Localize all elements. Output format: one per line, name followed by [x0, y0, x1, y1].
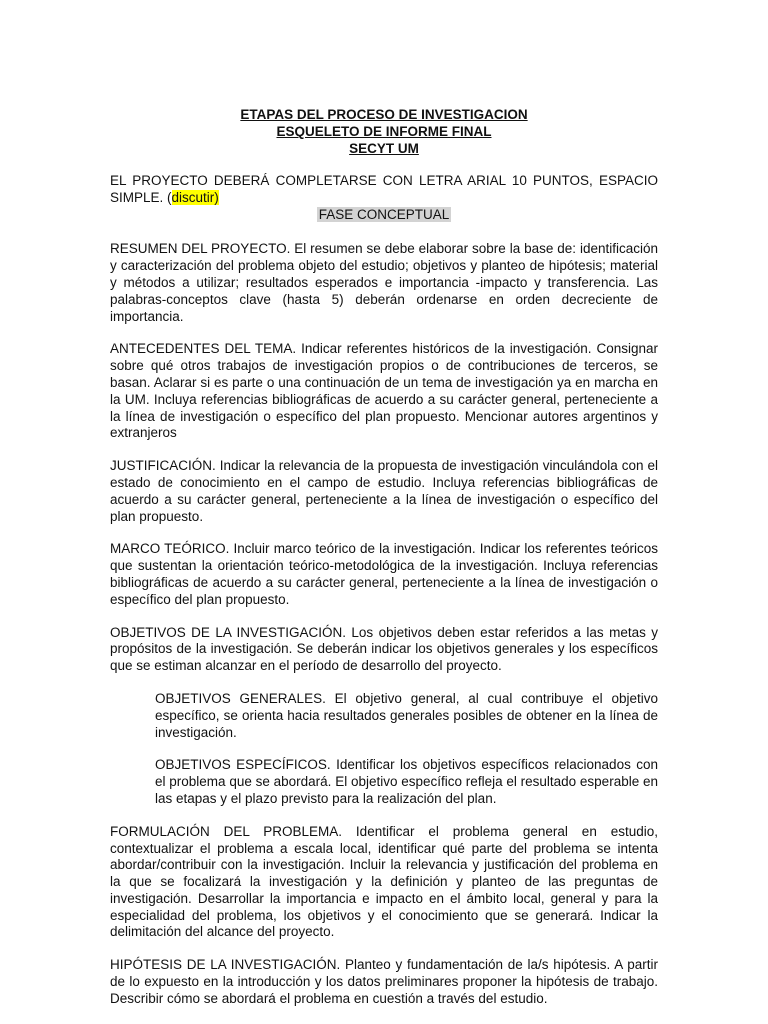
section-objetivos-especificos: OBJETIVOS ESPECÍFICOS. Identificar los objetivos específicos relacionados con el problema que se abordará. El objetivo específico refleja el resultado esperable en las etapas y el plazo previsto para la realización del plan.: [155, 757, 658, 806]
section-resumen: RESUMEN DEL PROYECTO. El resumen se debe elaborar sobre la base de: identificación y caracterización del problema objeto del estudio; objetivos y planteo de hipótesis; material y métodos a utilizar; resultados esperados e importancia -impacto y transferencia. Las palabras-conceptos clave (hasta 5) deberán ordenarse en orden decreciente de importancia.: [110, 241, 658, 324]
section-hipotesis: HIPÓTESIS DE LA INVESTIGACIÓN. Planteo y fundamentación de la/s hipótesis. A partir de lo expuesto en la introducción y los datos preliminares proponer la hipótesis de trabajo. Describir cómo se abordará el problema en cuestión a través del estudio.: [110, 957, 658, 1006]
discutir-highlight: discutir): [171, 189, 219, 205]
format-instruction: [110, 173, 658, 207]
document-title-line-3: SECYT UM: [349, 141, 419, 156]
document-title-line-2: ESQUELETO DE INFORME FINAL: [276, 124, 492, 139]
phase-label: FASE CONCEPTUAL: [318, 206, 450, 222]
section-objetivos-generales: OBJETIVOS GENERALES. El objetivo general, al cual contribuye el objetivo específico, se orienta hacia resultados generales posibles de obtener en la línea de investigación.: [155, 690, 658, 740]
format-instruction-text: EL PROYECTO DEBERÁ COMPLETARSE CON LETRA ARIAL 10 PUNTOS, ESPACIO SIMPLE. (: [110, 173, 658, 205]
document-body: [110, 106, 658, 1008]
document-title-line-1: ETAPAS DEL PROCESO DE INVESTIGACION: [240, 107, 528, 122]
section-justificacion: JUSTIFICACIÓN. Indicar la relevancia de la propuesta de investigación vinculándola con el estado de conocimiento en el campo de estudio. Incluya referencias bibliográficas de acuerdo a su carácter general, perteneciente a la línea de investigación o específico del plan propuesto.: [110, 458, 658, 524]
phase-heading: [110, 207, 658, 224]
section-objetivos: OBJETIVOS DE LA INVESTIGACIÓN. Los objetivos deben estar referidos a las metas y propósitos de la investigación. Se deberán indicar los objetivos generales y los específicos que se estiman alcanzar en el período de desarrollo del proyecto.: [110, 624, 658, 674]
section-formulacion: FORMULACIÓN DEL PROBLEMA. Identificar el problema general en estudio, contextualizar el problema a escala local, identificar qué parte del problema se intenta abordar/contribuir con la investigación. Incluir la relevancia y justificación del problema en la que se focalizará la investigación y la definición y planteo de las preguntas de investigación. Desarrollar la importancia e impacto en el ámbito local, general y para la especialidad del problema, los objetivos y el conocimiento que se generará. Indicar la delimitación del alcance del proyecto.: [110, 823, 658, 940]
section-antecedentes: ANTECEDENTES DEL TEMA. Indicar referentes históricos de la investigación. Consignar sobre qué otros trabajos de investigación propios o de contribuciones de terceros, se basan. Aclarar si es parte o una continuación de un tema de investigación ya en marcha en la UM. Incluya referencias bibliográficas de acuerdo a su carácter general, perteneciente a la línea de investigación o específico del plan propuesto. Mencionar autores argentinos y extranjeros: [110, 341, 658, 441]
section-marco-teorico: MARCO TEÓRICO. Incluir marco teórico de la investigación. Indicar los referentes teóricos que sustentan la orientación teórico-metodológica de la investigación. Incluya referencias bibliográficas de acuerdo a su carácter general, perteneciente a la línea de investigación o específico del plan propuesto.: [110, 541, 658, 607]
